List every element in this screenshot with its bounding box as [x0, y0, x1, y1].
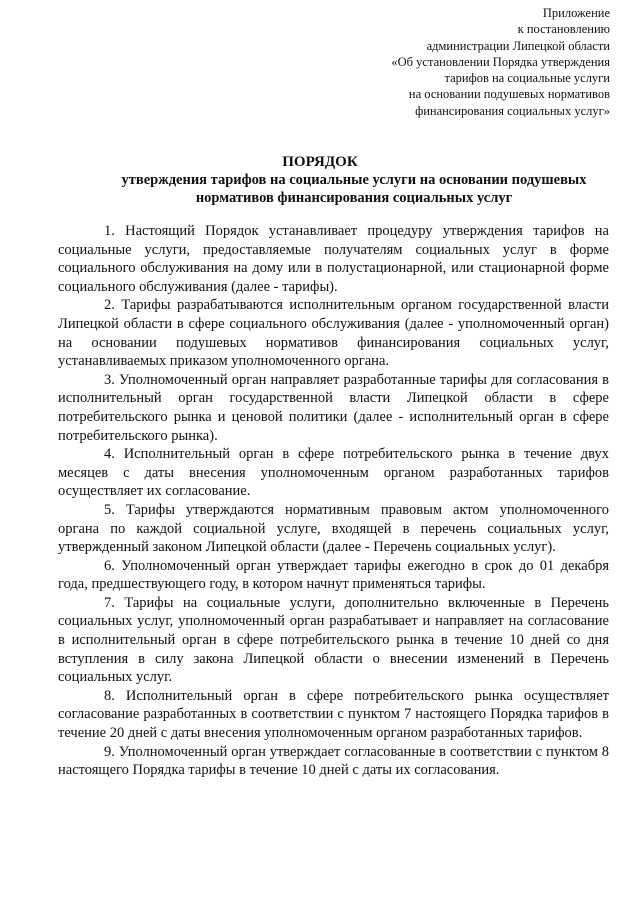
paragraph-5: 5. Тарифы утверждаются нормативным правовым актом уполномоченного органа по каждой социальной услуге, входящей в перечень социальных услуг, утвержденный законом Липецкой области (далее - Перечень социальных услуг). [58, 501, 609, 556]
appendix-line: к постановлению [517, 22, 610, 37]
paragraph-9: 9. Уполномоченный орган утверждает согласованные в соответствии с пунктом 8 настоящего Порядка тарифы в течение 10 дней с даты их согласования. [58, 743, 609, 779]
paragraph-2: 2. Тарифы разрабатываются исполнительным органом государственной власти Липецкой области в сфере социального обслуживания (далее - уполномоченный орган) на основании подушевых нормативов финансирования социальных услуг, устанавливаемых приказом уполномоченного органа. [58, 297, 609, 370]
paragraph-7: 7. Тарифы на социальные услуги, дополнительно включенные в Перечень социальных услуг, уполномоченный орган разрабатывает и направляет на согласование в исполнительный орган в сфере потребительского рынка в течение 10 дней со дня вступления в силу закона Липецкой области о внесении изменений в Перечень социальных услуг. [58, 594, 609, 686]
appendix-note [391, 5, 610, 119]
appendix-line: Приложение [542, 6, 610, 20]
paragraph-1: 1. Настоящий Порядок устанавливает процедуру утверждения тарифов на социальные услуги, предоставляемые получателям социальных услуг в форме социального обслуживания на дому или в полустационарной, или стационарной форме социального обслуживания (далее - тарифы). [58, 223, 609, 295]
appendix-line: «Об установлении Порядка утверждения [391, 54, 610, 69]
subtitle-line: нормативов финансирования социальных услуг [195, 190, 513, 206]
document-subtitle [80, 171, 628, 207]
appendix-line: финансирования социальных услуг» [415, 103, 610, 118]
appendix-line: тарифов на социальные услуги [444, 71, 610, 86]
subtitle-line: утверждения тарифов на социальные услуги на основании подушевых [121, 172, 587, 188]
appendix-line: администрации Липецкой области [426, 38, 610, 53]
paragraph-8: 8. Исполнительный орган в сфере потребительского рынка осуществляет согласование разработанных в соответствии с пунктом 7 настоящего Порядка тарифов в течение 20 дней с даты внесения уполномоченным органом разработанных тарифов. [58, 687, 609, 742]
appendix-line: на основании подушевых нормативов [408, 87, 610, 102]
paragraph-3: 3. Уполномоченный орган направляет разработанные тарифы для согласования в исполнительный орган государственной власти Липецкой области в сфере потребительского рынка и ценовой политики (далее - исполнительный орган в сфере потребительского рынка). [58, 371, 609, 444]
paragraph-6: 6. Уполномоченный орган утверждает тарифы ежегодно в срок до 01 декабря года, предшествующего году, в котором начнут применяться тарифы. [58, 557, 609, 593]
paragraph-4: 4. Исполнительный орган в сфере потребительского рынка в течение двух месяцев с даты внесения уполномоченным органом разработанных тарифов осуществляет их согласование. [58, 446, 609, 500]
document-title: ПОРЯДОК [282, 154, 358, 170]
document-body [58, 222, 609, 780]
